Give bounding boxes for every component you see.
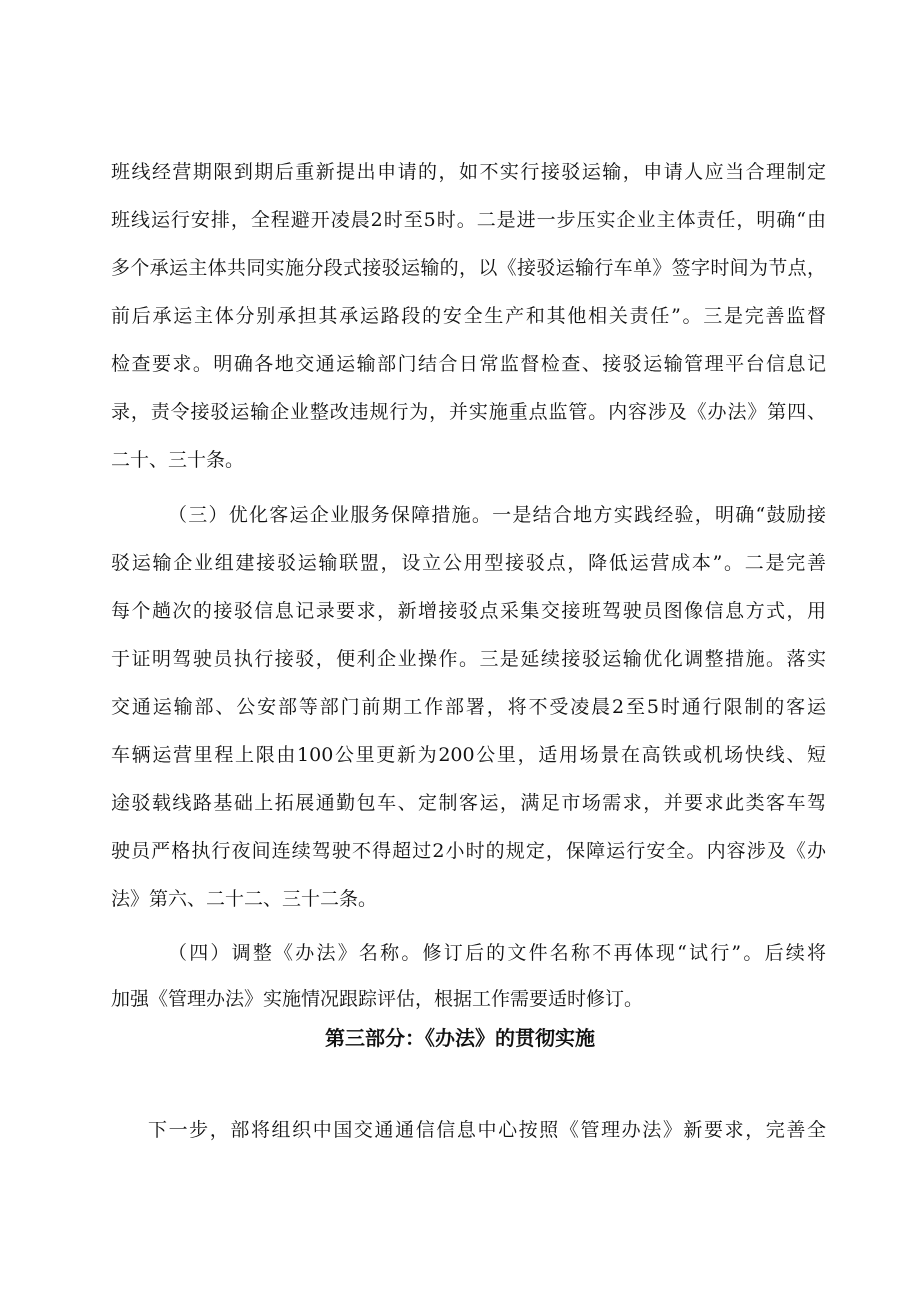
paragraph-line: 班线经营期限到期后重新提出申请的，如不实行接驳运输，申请人应当合理制定 [111, 161, 826, 183]
paragraph-line: 交通运输部、公安部等部门前期工作部署，将不受凌晨2至5时通行限制的客运 [111, 696, 826, 718]
paragraph-line: 驶员严格执行夜间连续驾驶不得超过2小时的规定，保障运行安全。内容涉及《办 [111, 840, 826, 862]
paragraph-line: 多个承运主体共同实施分段式接驳运输的，以《接驳运输行车单》签字时间为节点， [111, 257, 826, 279]
paragraph-line: 驳运输企业组建接驳运输联盟，设立公用型接驳点，降低运营成本”。二是完善 [111, 552, 826, 574]
paragraph-line: （三）优化客运企业服务保障措施。一是结合地方实践经验，明确“鼓励接 [168, 504, 826, 526]
paragraph-line: 法》第六、二十二、三十二条。 [111, 888, 378, 910]
paragraph-line: （四）调整《办法》名称。修订后的文件名称不再体现“试行”。后续将 [168, 942, 826, 964]
paragraph-line: 车辆运营里程上限由100公里更新为200公里，适用场景在高铁或机场快线、短 [111, 744, 826, 766]
paragraph-line: 二十、三十条。 [111, 449, 245, 471]
paragraph-line: 于证明驾驶员执行接驳，便利企业操作。三是延续接驳运输优化调整措施。落实 [111, 648, 826, 670]
paragraph-line: 下一步，部将组织中国交通通信信息中心按照《管理办法》新要求，完善全 [148, 1119, 826, 1141]
paragraph-line: 途驳载线路基础上拓展通勤包车、定制客运，满足市场需求，并要求此类客车驾 [111, 792, 826, 814]
paragraph-line: 班线运行安排，全程避开凌晨2时至5时。二是进一步压实企业主体责任，明确“由 [111, 209, 826, 231]
paragraph-line: 每个趟次的接驳信息记录要求，新增接驳点采集交接班驾驶员图像信息方式，用 [111, 600, 826, 622]
paragraph-line: 检查要求。明确各地交通运输部门结合日常监督检查、接驳运输管理平台信息记 [111, 353, 826, 375]
paragraph-line: 录，责令接驳运输企业整改违规行为，并实施重点监管。内容涉及《办法》第四、 [111, 401, 826, 423]
paragraph-line: 加强《管理办法》实施情况跟踪评估，根据工作需要适时修订。 [111, 988, 644, 1010]
paragraph-line: 前后承运主体分别承担其承运路段的安全生产和其他相关责任”。三是完善监督 [111, 305, 826, 327]
section-heading: 第三部分：《办法》的贯彻实施 [325, 1026, 595, 1050]
